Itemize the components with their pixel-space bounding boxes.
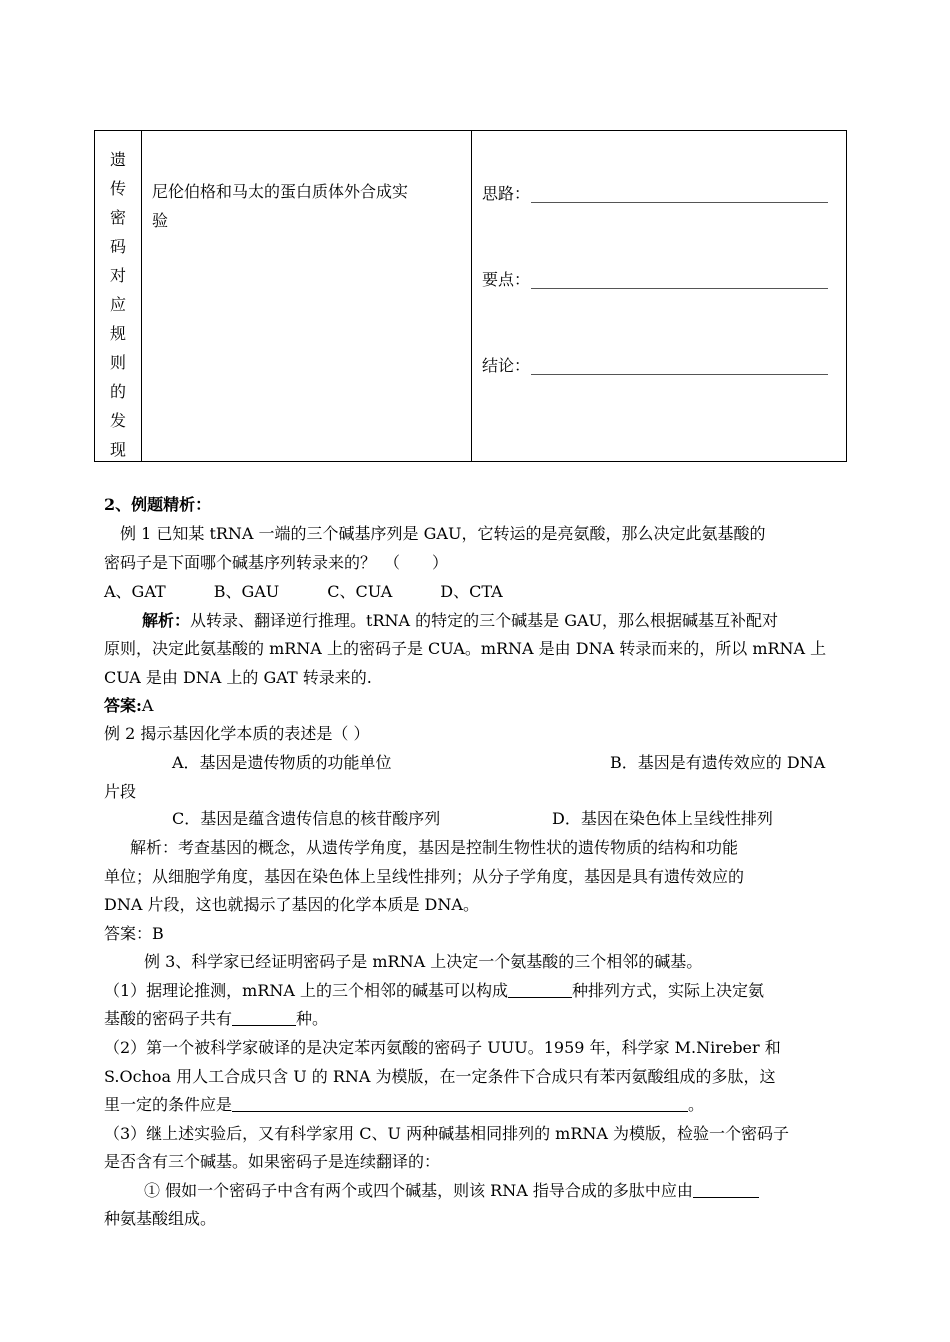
ex3-intro: 例 3、科学家已经证明密码子是 mRNA 上决定一个氨基酸的三个相邻的碱基。 <box>144 952 703 971</box>
ex3-q1-blank-2[interactable] <box>232 1009 296 1026</box>
topic-char: 码 <box>109 237 126 256</box>
ex3-q3-line1: （3）继上述实验后，又有科学家用 C、U 两种碱基相同排列的 mRNA 为模版，检验一个密码子 <box>104 1124 790 1143</box>
ex3-q3-line2: 是否含有三个碱基。如果密码子是连续翻译的： <box>104 1152 441 1171</box>
ex1-analysis-line3: CUA 是由 DNA 上的 GAT 转录来的. <box>104 668 372 687</box>
table-topic-column <box>95 145 141 464</box>
ex2-analysis-line2: 单位；从细胞学角度，基因在染色体上呈线性排列；从分子学角度，基因是具有遗传效应的 <box>104 867 745 886</box>
points-field[interactable] <box>482 267 842 291</box>
topic-char: 的 <box>109 382 126 401</box>
ex2-answer: 答案：B <box>104 924 164 943</box>
ex1-answer: 答案:A <box>104 696 154 715</box>
ex2-option-b: B．基因是有遗传效应的 DNA <box>610 753 826 772</box>
topic-char: 应 <box>109 295 126 314</box>
ex3-q1-line1: （1）据理论推测，mRNA 上的三个相邻的碱基可以构成 种排列方式，实际上决定氨 <box>104 981 765 1000</box>
section-title: 2、例题精析： <box>104 495 212 514</box>
table-divider <box>141 131 142 461</box>
ex1-options: A、GAT B、GAU C、CUA D、CTA <box>104 582 503 601</box>
ex1-analysis-line2: 原则，决定此氨基酸的 mRNA 上的密码子是 CUA。mRNA 是由 DNA 转录而来的，所以 mRNA 上 <box>104 639 827 658</box>
thinking-label: 思路： <box>482 184 531 203</box>
table-divider <box>471 131 472 461</box>
points-label: 要点： <box>482 270 531 289</box>
conclusion-blank[interactable] <box>531 373 828 375</box>
ex3-q1-line2: 基酸的密码子共有 种。 <box>104 1009 329 1028</box>
ex1-answer-label: 答案: <box>104 696 142 715</box>
ex1-question-line2: 密码子是下面哪个碱基序列转录来的？ （ ） <box>104 553 449 572</box>
topic-char: 传 <box>109 179 126 198</box>
conclusion-label: 结论： <box>482 356 531 375</box>
ex3-q1-blank-1[interactable] <box>508 981 572 998</box>
conclusion-field[interactable] <box>482 353 842 377</box>
topic-char: 遗 <box>109 150 126 169</box>
ex1-question-line1: 例 1 已知某 tRNA 一端的三个碱基序列是 GAU，它转运的是亮氨酸，那么决定此氨基酸的 <box>120 524 766 543</box>
ex2-option-c: C．基因是蕴含遗传信息的核苷酸序列 <box>172 809 441 828</box>
ex3-q3-line4: 种氨基酸组成。 <box>104 1209 217 1228</box>
ex2-analysis-line1: 解析：考查基因的概念，从遗传学角度，基因是控制生物性状的遗传物质的结构和功能 <box>130 838 739 857</box>
topic-char: 对 <box>109 266 126 285</box>
ex3-q2-line1: （2）第一个被科学家破译的是决定苯丙氨酸的密码子 UUU。1959 年，科学家 M.Nireber 和 <box>104 1038 781 1057</box>
ex3-q2-blank[interactable] <box>232 1095 688 1112</box>
ex3-q2-line2: S.Ochoa 用人工合成只含 U 的 RNA 为模版，在一定条件下合成只有苯丙氨酸组成的多肽，这 <box>104 1067 776 1086</box>
ex1-analysis-label: 解析： <box>142 611 191 630</box>
ex2-option-d: D．基因在染色体上呈线性排列 <box>552 809 773 828</box>
ex2-option-a: A．基因是遗传物质的功能单位 <box>172 753 392 772</box>
thinking-field[interactable] <box>482 181 842 205</box>
topic-char: 则 <box>109 353 126 372</box>
ex1-analysis-line1: 解析：从转录、翻译逆行推理。tRNA 的特定的三个碱基是 GAU，那么根据碱基互补配对 <box>142 611 779 630</box>
topic-char: 规 <box>109 324 126 343</box>
topic-char: 发 <box>109 411 126 430</box>
ex2-option-b-cont: 片段 <box>104 782 137 801</box>
topic-char: 现 <box>109 440 126 459</box>
ex3-q3-line3: ① 假如一个密码子中含有两个或四个碱基，则该 RNA 指导合成的多肽中应由 <box>144 1180 759 1202</box>
ex3-q2-line3: 里一定的条件应是 。 <box>104 1095 705 1114</box>
topic-char: 密 <box>109 208 126 227</box>
ex2-question: 例 2 揭示基因化学本质的表述是（ ） <box>104 724 370 743</box>
points-blank[interactable] <box>531 287 828 289</box>
experiment-name: 尼伦伯格和马太的蛋白质体外合成实 验 <box>152 182 409 230</box>
ex2-analysis-line3: DNA 片段，这也就揭示了基因的化学本质是 DNA。 <box>104 895 479 914</box>
thinking-blank[interactable] <box>531 201 828 203</box>
ex3-q3-blank[interactable] <box>693 1181 759 1198</box>
experiment-table <box>94 130 847 462</box>
